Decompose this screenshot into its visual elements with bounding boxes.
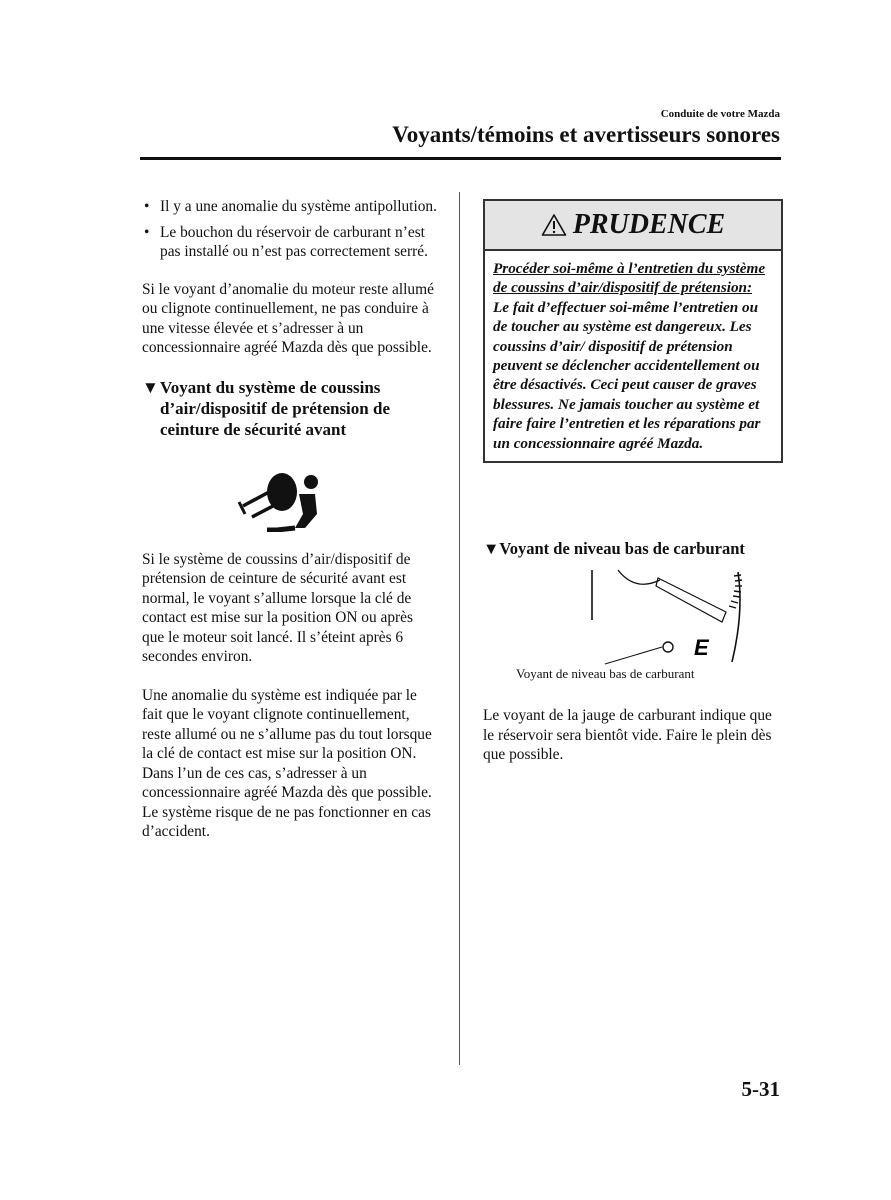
bullet-dot: • (144, 223, 150, 241)
airbag-icon-area (142, 440, 438, 550)
airbag-warning-icon (237, 470, 327, 532)
subheading-airbag (142, 377, 438, 440)
paragraph-airbag-anomaly: Une anomalie du système est indiquée par le fait que le voyant clignote continuellement, reste allumé ou ne s’allume pas du tout lorsque la clé de contact est mise sur la position ON. Dans l’un de ces cas, s’adresser à un concessionnaire agréé Mazda dès que possible. Le système risque de ne pas fonctionner en cas d’accident. (142, 686, 432, 840)
warning-triangle-icon (541, 213, 567, 237)
caution-text: Le fait d’effectuer soi-même l’entretien ou de toucher au système est dangereux. Les coussins d’air/ dispositif de prétension peuvent se déclencher accidentellement ou être désactivés. Ceci peut causer de graves blessures. Ne jamais toucher au système et faire faire l’entretien et les réparations par un concessionnaire agréé Mazda. (493, 298, 761, 452)
caution-heading: Procéder soi-même à l’entretien du système de coussins d’air/dispositif de prétension: (493, 260, 766, 297)
left-column (142, 197, 438, 861)
column-divider (459, 192, 460, 1065)
page-number: 5-31 (741, 1077, 780, 1101)
subheading-marker-icon: ▼ (483, 539, 500, 558)
fuel-gauge-illustration (500, 562, 760, 672)
bullet-text: Le bouchon du réservoir de carburant n’est pas installé ou n’est pas correctement serré. (160, 223, 428, 260)
list-item (142, 197, 438, 217)
subheading-text: Voyant du système de coussins d’air/dispositif de prétension de ceinture de sécurité avant (160, 377, 390, 439)
caution-header (485, 201, 781, 251)
gauge-empty-label: E (694, 635, 709, 660)
section-label: Conduite de votre Mazda (660, 108, 780, 120)
list-item (142, 223, 438, 262)
bullet-dot: • (144, 198, 150, 215)
page-title: Voyants/témoins et avertisseurs sonores (392, 122, 780, 147)
caution-box (483, 199, 783, 463)
fuel-gauge-caption: Voyant de niveau bas de carburant (516, 666, 695, 681)
paragraph-airbag-normal: Si le système de coussins d’air/dispositif de prétension de ceinture de sécurité avant est normal, le voyant s’allume lorsque la clé de contact est mise sur la position ON ou après que le moteur soit lancé. Il s’éteint après 6 secondes environ. (142, 550, 413, 665)
caution-body (485, 251, 781, 461)
title-rule (140, 157, 781, 160)
paragraph-fuel: Le voyant de la jauge de carburant indique que le réservoir sera bientôt vide. Faire le plein dès que possible. (483, 707, 772, 763)
bullet-text: Il y a une anomalie du système antipollution. (160, 198, 437, 215)
caution-label: PRUDENCE (572, 209, 726, 240)
paragraph-engine-warning: Si le voyant d’anomalie du moteur reste allumé ou clignote continuellement, ne pas conduire à une vitesse élevée et s’adresser à un concessionnaire agréé Mazda dès que possible. (142, 280, 434, 356)
subheading-marker-icon: ▼ (142, 377, 159, 397)
subheading-text: Voyant de niveau bas de carburant (499, 539, 745, 558)
subheading-fuel (483, 539, 781, 559)
bullet-list (142, 197, 438, 262)
